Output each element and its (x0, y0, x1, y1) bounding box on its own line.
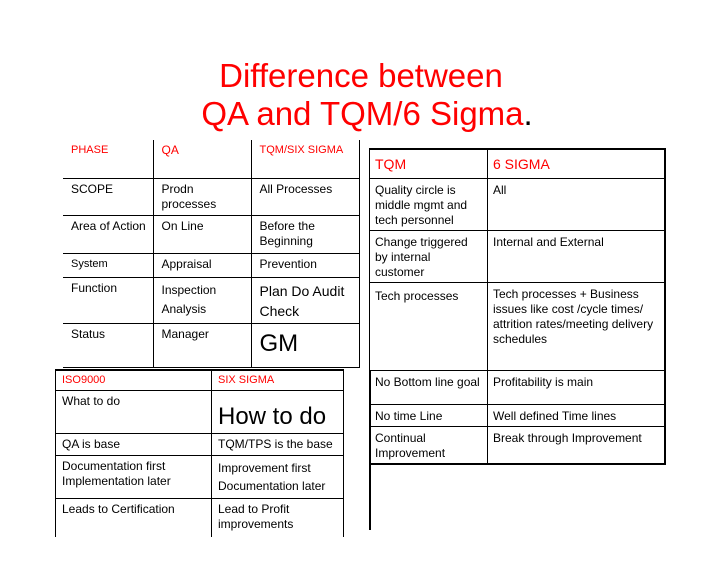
phase-comparison-table (63, 140, 360, 368)
table-row (56, 499, 344, 537)
table-header-row (56, 370, 344, 391)
cell: Lead to Profit improvements (212, 499, 344, 537)
table-row (370, 426, 665, 464)
cell: Tech processes + Business issues like cost /cycle times/ attrition rates/meeting delivery schedules (488, 282, 665, 370)
cell: No time Line (370, 404, 488, 426)
cell: TQM/TPS is the base (212, 434, 344, 456)
header-tqm: TQM (370, 149, 488, 178)
cell: System (63, 253, 153, 277)
cell: Leads to Certification (56, 499, 212, 537)
cell: Tech processes (370, 282, 488, 370)
table-row (56, 434, 344, 456)
cell: Inspection Analysis (153, 277, 251, 323)
table-row (63, 323, 359, 367)
cell: Prevention (251, 253, 359, 277)
header-iso9000: ISO9000 (56, 370, 212, 391)
cell: Plan Do Audit Check (251, 277, 359, 323)
cell: SCOPE (63, 178, 153, 215)
table-row (370, 370, 665, 404)
cell: Internal and External (488, 230, 665, 282)
table-row (63, 253, 359, 277)
table-header-row (370, 149, 665, 178)
cell: What to do (56, 391, 212, 434)
header-six-sigma: SIX SIGMA (212, 370, 344, 391)
slide-title-line2 (3, 95, 728, 133)
cell: Function (63, 277, 153, 323)
cell: Area of Action (63, 215, 153, 253)
cell: Appraisal (153, 253, 251, 277)
cell: Change triggered by internal customer (370, 230, 488, 282)
cell: Well defined Time lines (488, 404, 665, 426)
table-row (63, 277, 359, 323)
header-phase: PHASE (63, 140, 153, 178)
cell: GM (251, 323, 359, 367)
iso-vs-six-sigma-table (55, 369, 344, 537)
title-text: QA and TQM/6 Sigma (201, 95, 524, 132)
table-row (56, 391, 344, 434)
table-row (370, 230, 665, 282)
cell: Continual Improvement (370, 426, 488, 464)
cell: No Bottom line goal (370, 370, 488, 404)
table-row (63, 215, 359, 253)
title-period: . (523, 95, 533, 132)
cell: All Processes (251, 178, 359, 215)
cell: Documentation first Implementation later (56, 456, 212, 499)
slide-title-line1: Difference between (219, 57, 503, 94)
table-header-row (63, 140, 359, 178)
tqm-vs-six-sigma-table (369, 148, 666, 465)
table-row (370, 404, 665, 426)
table-row (63, 178, 359, 215)
cell: QA is base (56, 434, 212, 456)
cell: On Line (153, 215, 251, 253)
cell: Quality circle is middle mgmt and tech personnel (370, 178, 488, 230)
table-row (56, 456, 344, 499)
table-row (370, 178, 665, 230)
header-tqm-six-sigma: TQM/SIX SIGMA (251, 140, 359, 178)
header-6-sigma: 6 SIGMA (488, 149, 665, 178)
header-qa: QA (153, 140, 251, 178)
cell: Before the Beginning (251, 215, 359, 253)
cell: Profitability is main (488, 370, 665, 404)
cell: Improvement first Documentation later (212, 456, 344, 499)
cell: Manager (153, 323, 251, 367)
cell: Status (63, 323, 153, 367)
table-row (370, 282, 665, 370)
cell: All (488, 178, 665, 230)
cell: Break through Improvement (488, 426, 665, 464)
cell: How to do (212, 391, 344, 434)
cell: Prodn processes (153, 178, 251, 215)
